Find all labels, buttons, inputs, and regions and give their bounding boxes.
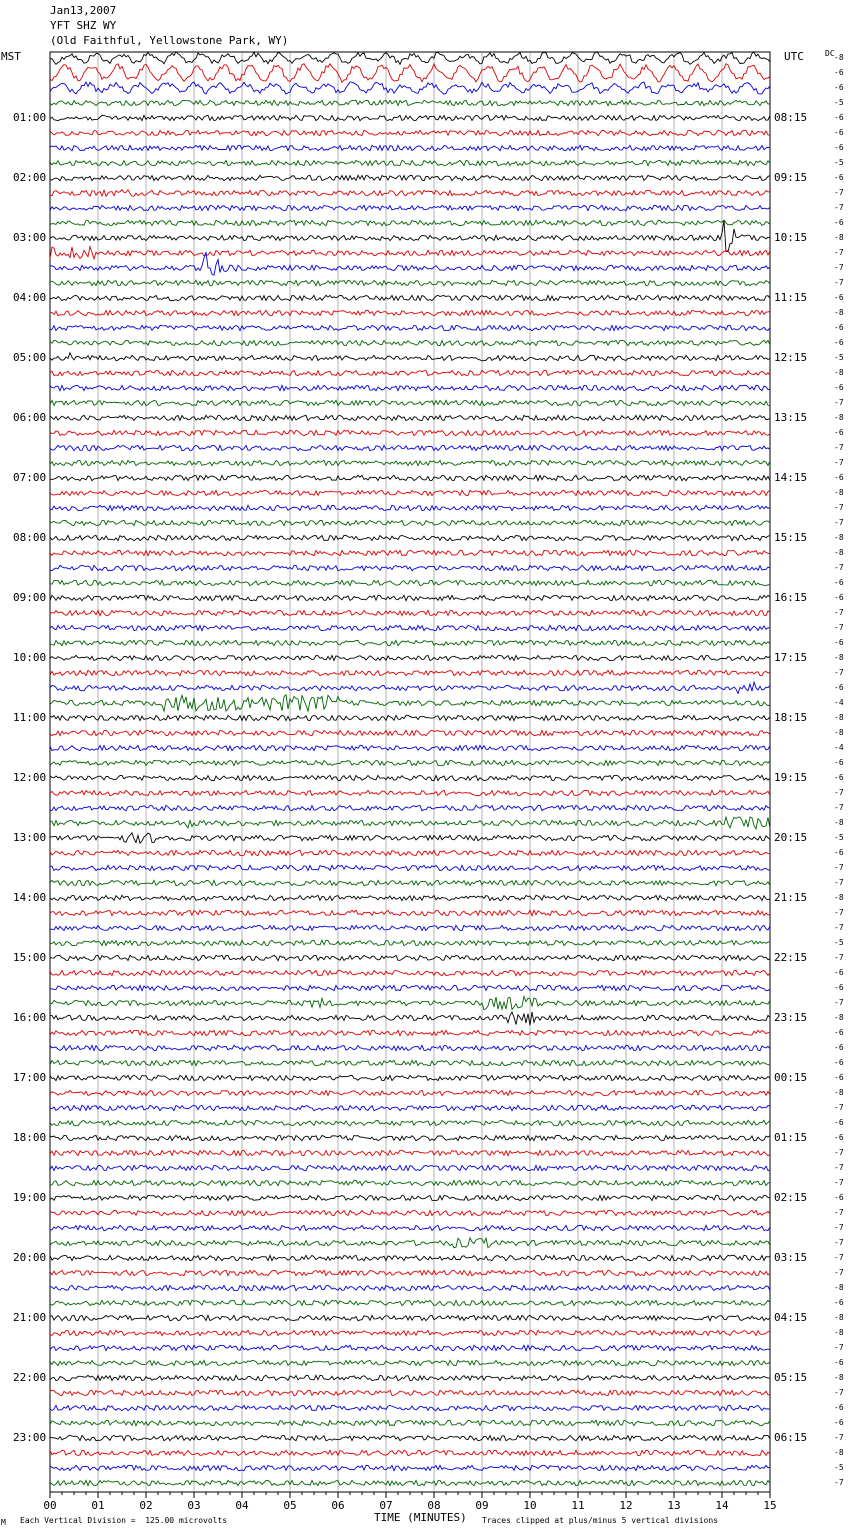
utc-hour-label: 22:15 — [774, 951, 808, 964]
trace-81 — [50, 1270, 770, 1275]
trace-61 — [50, 970, 770, 975]
utc-hour-label: 11:15 — [774, 291, 808, 304]
trace-80 — [50, 1255, 770, 1260]
trace-73 — [50, 1150, 770, 1155]
x-tick-label: 12 — [619, 1499, 633, 1512]
dc-offset-value: -7 — [834, 908, 844, 917]
dc-offset-value: -6 — [834, 1118, 844, 1127]
corner-mark: M — [1, 1518, 6, 1527]
station-location: (Old Faithful, Yellowstone Park, WY) — [50, 34, 289, 47]
dc-offset-value: -8 — [834, 548, 844, 557]
utc-hour-label: 13:15 — [774, 411, 808, 424]
trace-56 — [50, 895, 770, 900]
mst-hour-label: 02:00 — [13, 171, 47, 184]
trace-5 — [50, 130, 770, 135]
dc-offset-value: -6 — [834, 578, 844, 587]
trace-78 — [50, 1225, 770, 1230]
x-tick-label: 06 — [331, 1499, 345, 1512]
x-tick-label: 05 — [283, 1499, 297, 1512]
dc-offset-value: -7 — [834, 998, 844, 1007]
dc-offset-value: -8 — [834, 413, 844, 422]
x-tick-label: 07 — [379, 1499, 393, 1512]
trace-23 — [50, 400, 770, 405]
dc-offset-value: -8 — [834, 1328, 844, 1337]
scale-note: Each Vertical Division = 125.00 microvolts — [20, 1516, 228, 1525]
dc-offset-value: -6 — [834, 968, 844, 977]
trace-29 — [50, 490, 770, 495]
dc-offset-value: -6 — [834, 473, 844, 482]
dc-offset-value: -7 — [834, 278, 844, 287]
trace-31 — [50, 520, 770, 525]
dc-offset-value: -7 — [834, 458, 844, 467]
utc-hour-label: 00:15 — [774, 1071, 808, 1084]
dc-label: DC — [825, 49, 835, 58]
dc-offset-value: -8 — [834, 1283, 844, 1292]
dc-offset-value: -6 — [834, 1403, 844, 1412]
dc-offset-value: -8 — [834, 1448, 844, 1457]
trace-26 — [50, 445, 770, 450]
trace-22 — [50, 385, 770, 390]
dc-offset-value: -7 — [834, 923, 844, 932]
dc-offset-value: -7 — [834, 608, 844, 617]
dc-offset-value: -6 — [834, 1133, 844, 1142]
dc-offset-value: -5 — [834, 98, 844, 107]
dc-offset-value: -8 — [834, 713, 844, 722]
dc-offset-value: -6 — [834, 428, 844, 437]
dc-offset-value: -4 — [834, 743, 844, 752]
dc-offset-value: -8 — [834, 1373, 844, 1382]
x-axis-title: TIME (MINUTES) — [374, 1511, 467, 1524]
dc-offset-value: -7 — [834, 1148, 844, 1157]
dc-offset-value: -7 — [834, 263, 844, 272]
dc-offset-value: -7 — [834, 1388, 844, 1397]
dc-offset-value: -6 — [834, 338, 844, 347]
trace-24 — [50, 415, 770, 420]
utc-hour-label: 12:15 — [774, 351, 808, 364]
trace-37 — [50, 610, 770, 615]
dc-offset-value: -5 — [834, 158, 844, 167]
x-tick-label: 10 — [523, 1499, 537, 1512]
clip-note: Traces clipped at plus/minus 5 vertical divisions — [482, 1516, 719, 1525]
trace-59 — [50, 940, 770, 945]
dc-offset-value: -5 — [834, 833, 844, 842]
trace-87 — [50, 1360, 770, 1365]
dc-offset-value: -6 — [834, 1058, 844, 1067]
x-tick-label: 01 — [91, 1499, 105, 1512]
right-timezone-label: UTC — [784, 50, 804, 63]
trace-4 — [50, 115, 770, 120]
trace-74 — [50, 1165, 770, 1170]
utc-hour-label: 10:15 — [774, 231, 808, 244]
trace-11 — [50, 220, 770, 225]
trace-52 — [50, 833, 770, 843]
station-code: YFT SHZ WY — [50, 19, 117, 32]
trace-17 — [50, 310, 770, 315]
dc-offset-value: -7 — [834, 188, 844, 197]
x-tick-label: 03 — [187, 1499, 201, 1512]
utc-hour-label: 04:15 — [774, 1311, 808, 1324]
trace-40 — [50, 655, 770, 660]
trace-50 — [50, 805, 770, 810]
trace-27 — [50, 460, 770, 465]
mst-hour-label: 18:00 — [13, 1131, 47, 1144]
dc-offset-value: -6 — [834, 1358, 844, 1367]
dc-offset-value: -6 — [834, 173, 844, 182]
dc-offset-value: -8 — [834, 233, 844, 242]
utc-hour-label: 01:15 — [774, 1131, 808, 1144]
x-tick-label: 00 — [43, 1499, 57, 1512]
dc-offset-value: -8 — [834, 308, 844, 317]
x-tick-label: 14 — [715, 1499, 729, 1512]
dc-offset-value: -8 — [834, 728, 844, 737]
trace-71 — [50, 1120, 770, 1125]
utc-hour-label: 02:15 — [774, 1191, 808, 1204]
mst-hour-label: 14:00 — [13, 891, 47, 904]
trace-92 — [50, 1435, 770, 1440]
dc-offset-value: -7 — [834, 1343, 844, 1352]
dc-offset-value: -6 — [834, 128, 844, 137]
trace-7 — [50, 160, 770, 165]
seismic-traces — [50, 52, 770, 1486]
x-tick-label: 02 — [139, 1499, 153, 1512]
trace-44 — [50, 715, 770, 720]
trace-2 — [50, 82, 770, 94]
dc-offset-value: -8 — [834, 488, 844, 497]
dc-offset-value: -6 — [834, 848, 844, 857]
trace-15 — [50, 280, 770, 285]
trace-10 — [50, 205, 770, 210]
trace-46 — [50, 745, 770, 750]
trace-42 — [50, 682, 770, 693]
utc-hour-label: 20:15 — [774, 831, 808, 844]
mst-hour-label: 22:00 — [13, 1371, 47, 1384]
dc-offset-value: -7 — [834, 953, 844, 962]
dc-offset-value: -5 — [834, 938, 844, 947]
utc-hour-label: 18:15 — [774, 711, 808, 724]
trace-34 — [50, 565, 770, 570]
trace-68 — [50, 1075, 770, 1080]
trace-89 — [50, 1390, 770, 1395]
trace-62 — [50, 985, 770, 990]
x-tick-label: 08 — [427, 1499, 441, 1512]
trace-41 — [50, 670, 770, 675]
trace-63 — [50, 997, 770, 1010]
dc-offset-value: -8 — [834, 818, 844, 827]
trace-35 — [50, 580, 770, 585]
trace-47 — [50, 760, 770, 765]
trace-66 — [50, 1045, 770, 1050]
trace-48 — [50, 775, 770, 780]
dc-offset-value: -7 — [834, 1238, 844, 1247]
dc-offset-value: -6 — [834, 773, 844, 782]
trace-3 — [50, 100, 770, 105]
trace-14 — [50, 252, 770, 275]
dc-offset-value: -8 — [834, 1013, 844, 1022]
trace-86 — [50, 1345, 770, 1350]
left-timezone-label: MST — [1, 50, 21, 63]
utc-hour-label: 03:15 — [774, 1251, 808, 1264]
trace-28 — [50, 475, 770, 480]
trace-12 — [50, 220, 770, 251]
x-tick-label: 11 — [571, 1499, 585, 1512]
dc-offset-value: -6 — [834, 638, 844, 647]
trace-51 — [50, 817, 770, 829]
trace-82 — [50, 1285, 770, 1290]
mst-hour-label: 08:00 — [13, 531, 47, 544]
dc-offset-value: -7 — [834, 623, 844, 632]
dc-offset-value: -7 — [834, 1223, 844, 1232]
dc-offset-value: -6 — [834, 113, 844, 122]
dc-offset-value: -6 — [834, 293, 844, 302]
dc-offset-value: -6 — [834, 1043, 844, 1052]
x-tick-label: 15 — [763, 1499, 777, 1512]
dc-offset-value: -6 — [834, 323, 844, 332]
trace-8 — [50, 175, 770, 180]
utc-hour-label: 14:15 — [774, 471, 808, 484]
trace-9 — [50, 190, 770, 197]
dc-offset-value: -7 — [834, 1478, 844, 1487]
utc-hour-label: 09:15 — [774, 171, 808, 184]
mst-hour-label: 03:00 — [13, 231, 47, 244]
dc-offset-value: -7 — [834, 788, 844, 797]
mst-hour-label: 23:00 — [13, 1431, 47, 1444]
dc-offset-value: -6 — [834, 1418, 844, 1427]
dc-offset-value: -7 — [834, 443, 844, 452]
dc-offset-value: -6 — [834, 983, 844, 992]
trace-13 — [50, 247, 770, 259]
mst-hour-label: 16:00 — [13, 1011, 47, 1024]
x-tick-label: 04 — [235, 1499, 249, 1512]
dc-offset-value: -7 — [834, 203, 844, 212]
trace-30 — [50, 505, 770, 510]
trace-20 — [50, 353, 770, 361]
trace-54 — [50, 865, 770, 870]
trace-58 — [50, 925, 770, 930]
dc-offset-value: -7 — [834, 1163, 844, 1172]
dc-offset-value: -7 — [834, 1208, 844, 1217]
dc-offset-value: -6 — [834, 683, 844, 692]
dc-offset-value: -8 — [834, 1313, 844, 1322]
trace-1 — [50, 64, 770, 83]
dc-offset-value: -6 — [834, 593, 844, 602]
time-axis-ticks — [43, 1492, 776, 1512]
trace-45 — [50, 730, 770, 735]
trace-85 — [50, 1330, 770, 1335]
trace-57 — [50, 910, 770, 915]
trace-38 — [50, 625, 770, 630]
trace-33 — [50, 550, 770, 555]
dc-offset-value: -6 — [834, 1193, 844, 1202]
trace-53 — [50, 850, 770, 855]
dc-offset-value: -5 — [834, 353, 844, 362]
trace-72 — [50, 1135, 770, 1140]
x-tick-label: 13 — [667, 1499, 681, 1512]
record-date: Jan13,2007 — [50, 4, 117, 17]
trace-6 — [50, 145, 770, 150]
dc-offset-value: -8 — [834, 53, 844, 62]
trace-25 — [50, 430, 770, 435]
trace-49 — [50, 790, 770, 795]
mst-hour-label: 06:00 — [13, 411, 47, 424]
trace-70 — [50, 1105, 770, 1110]
dc-offset-value: -7 — [834, 503, 844, 512]
dc-offset-value: -4 — [834, 698, 844, 707]
dc-offset-value: -7 — [834, 878, 844, 887]
utc-hour-label: 16:15 — [774, 591, 808, 604]
trace-21 — [50, 370, 770, 375]
trace-43 — [50, 695, 770, 711]
dc-offset-value: -6 — [834, 1028, 844, 1037]
trace-64 — [50, 1012, 770, 1025]
dc-offset-value: -6 — [834, 1073, 844, 1082]
mst-hour-label: 12:00 — [13, 771, 47, 784]
dc-offset-value: -7 — [834, 668, 844, 677]
trace-90 — [50, 1405, 770, 1410]
trace-19 — [50, 340, 770, 345]
trace-16 — [50, 295, 770, 300]
mst-hour-label: 15:00 — [13, 951, 47, 964]
dc-offset-value: -7 — [834, 518, 844, 527]
trace-36 — [50, 595, 770, 600]
utc-hour-label: 19:15 — [774, 771, 808, 784]
dc-offset-value: -6 — [834, 758, 844, 767]
mst-hour-label: 21:00 — [13, 1311, 47, 1324]
trace-60 — [50, 955, 770, 960]
utc-hour-label: 21:15 — [774, 891, 808, 904]
trace-79 — [50, 1238, 770, 1248]
dc-offset-value: -6 — [834, 1298, 844, 1307]
mst-hour-label: 09:00 — [13, 591, 47, 604]
dc-offset-value: -8 — [834, 653, 844, 662]
dc-offset-value: -8 — [834, 368, 844, 377]
mst-hour-label: 04:00 — [13, 291, 47, 304]
dc-offset-value: -8 — [834, 533, 844, 542]
trace-91 — [50, 1420, 770, 1425]
trace-77 — [50, 1210, 770, 1215]
dc-offset-value: -7 — [834, 398, 844, 407]
trace-88 — [50, 1375, 770, 1380]
trace-39 — [50, 640, 770, 645]
utc-hour-label: 05:15 — [774, 1371, 808, 1384]
trace-65 — [50, 1030, 770, 1035]
mst-hour-label: 10:00 — [13, 651, 47, 664]
trace-55 — [50, 880, 770, 885]
utc-hour-label: 17:15 — [774, 651, 808, 664]
trace-69 — [50, 1090, 770, 1095]
dc-offset-value: -7 — [834, 1253, 844, 1262]
trace-95 — [50, 1480, 770, 1485]
dc-offset-value: -7 — [834, 563, 844, 572]
dc-offset-value: -7 — [834, 1268, 844, 1277]
utc-hour-label: 23:15 — [774, 1011, 808, 1024]
trace-94 — [50, 1465, 770, 1470]
mst-hour-label: 13:00 — [13, 831, 47, 844]
trace-0 — [50, 52, 770, 65]
trace-32 — [50, 535, 770, 540]
dc-offset-value: -6 — [834, 68, 844, 77]
dc-offset-value: -7 — [834, 1178, 844, 1187]
trace-76 — [50, 1195, 770, 1200]
dc-offset-value: -7 — [834, 803, 844, 812]
mst-hour-label: 17:00 — [13, 1071, 47, 1084]
dc-offset-value: -6 — [834, 383, 844, 392]
trace-93 — [50, 1450, 770, 1455]
mst-hour-label: 11:00 — [13, 711, 47, 724]
trace-83 — [50, 1300, 770, 1305]
utc-hour-label: 06:15 — [774, 1431, 808, 1444]
dc-offset-value: -8 — [834, 1088, 844, 1097]
dc-offset-value: -8 — [834, 893, 844, 902]
dc-offset-value: -7 — [834, 1103, 844, 1112]
dc-offset-value: -7 — [834, 1433, 844, 1442]
trace-18 — [50, 325, 770, 330]
trace-84 — [50, 1315, 770, 1320]
mst-hour-label: 20:00 — [13, 1251, 47, 1264]
mst-hour-label: 05:00 — [13, 351, 47, 364]
dc-offset-value: -6 — [834, 143, 844, 152]
dc-offset-value: -7 — [834, 863, 844, 872]
mst-hour-label: 07:00 — [13, 471, 47, 484]
trace-75 — [50, 1180, 770, 1185]
x-tick-label: 09 — [475, 1499, 489, 1512]
dc-offset-value: -6 — [834, 218, 844, 227]
trace-67 — [50, 1060, 770, 1065]
mst-hour-label: 01:00 — [13, 111, 47, 124]
mst-hour-label: 19:00 — [13, 1191, 47, 1204]
dc-offset-value: -7 — [834, 248, 844, 257]
dc-offset-value: -6 — [834, 83, 844, 92]
dc-offset-value: -5 — [834, 1463, 844, 1472]
utc-hour-label: 08:15 — [774, 111, 808, 124]
utc-hour-label: 15:15 — [774, 531, 808, 544]
